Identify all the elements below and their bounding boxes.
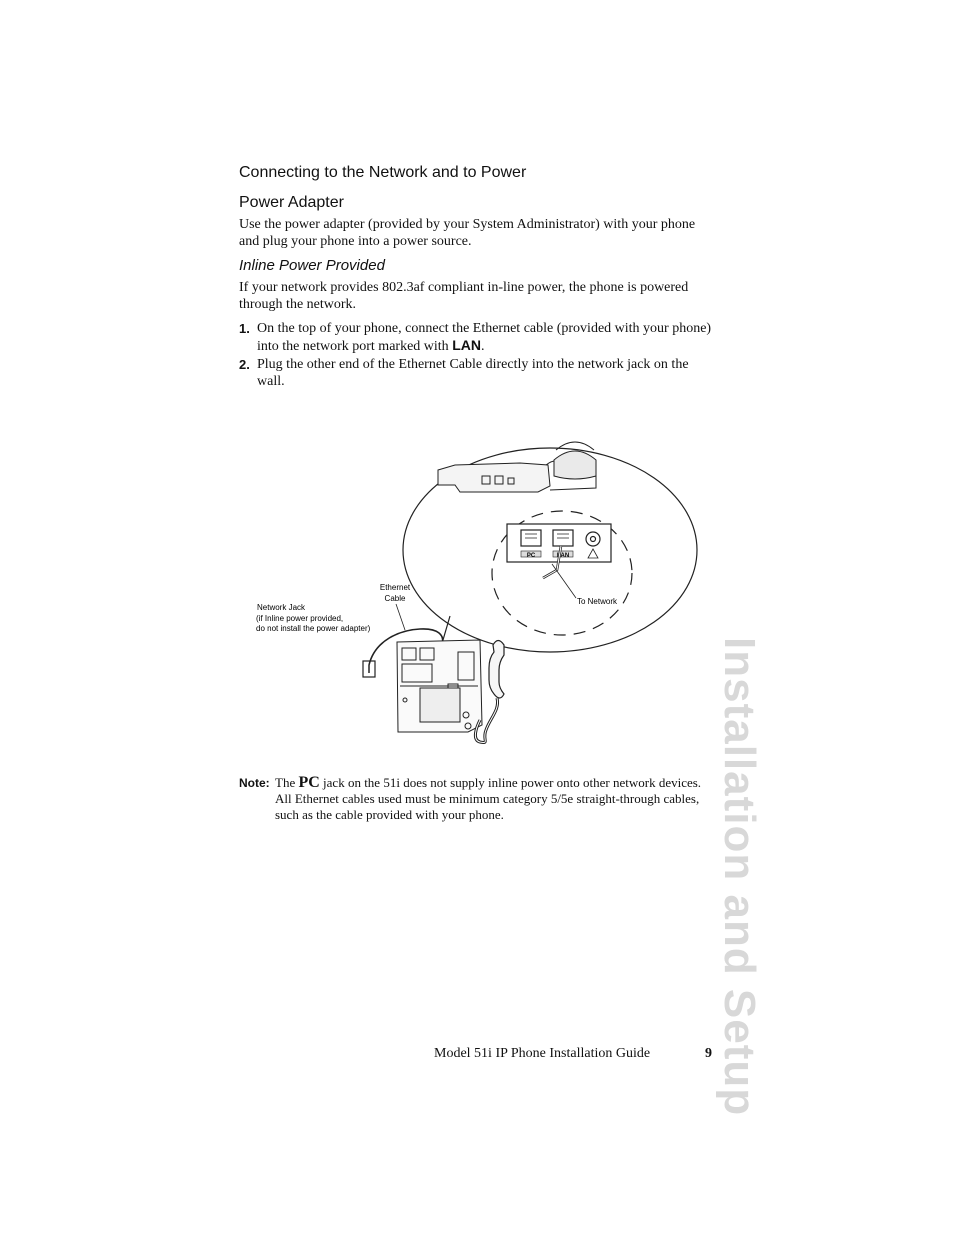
section-heading: Connecting to the Network and to Power [239,164,527,181]
inline-power-heading: Inline Power Provided [239,257,385,274]
port-lan-label: LAN [556,553,570,559]
to-network-leader [552,564,576,598]
handset [489,641,504,699]
phone-rear-view [397,640,482,732]
chapter-side-tab-label: Installation and Setup [715,637,764,1117]
footer-guide-title: Model 51i IP Phone Installation Guide [434,1046,651,1061]
step-text [239,320,717,355]
step-text-part: On the top of your phone, connect the Ethernet cable (provided with your phone) into the network port marked with [257,321,712,354]
page-number: 9 [705,1046,712,1061]
to-network-label: To Network [576,597,618,606]
port-pc-label: PC [526,553,536,559]
note-label: Note: [239,776,270,790]
list-item [239,320,717,355]
list-item [239,356,717,390]
note-block [239,775,709,823]
chapter-side-tab [712,637,770,1117]
inline-power-note-line2: do not install the power adapter) [256,624,371,633]
note-text-start: The [275,775,299,790]
pc-port-mark: PC [298,774,320,791]
power-adapter-paragraph: Use the power adapter (provided by your System Administrator) with your phone and plug your phone into a power source. [239,217,696,249]
step-number: 1. [239,321,250,336]
lan-port-mark: LAN [452,337,481,353]
step-text-end: . [480,339,485,354]
ethernet-cable-label-line2: Cable [384,594,406,603]
network-connection-figure [250,430,710,750]
note-text-rest: jack on the 51i does not supply inline power onto other network devices. All Ethernet cables used must be minimum category 5/5e straight-through cables, such as the cable provided with your phone. [275,775,702,822]
ethernet-cable-label-line1: Ethernet [379,583,411,592]
step-text: Plug the other end of the Ethernet Cable directly into the network jack on the wall. [257,357,689,389]
inline-power-paragraph: If your network provides 802.3af compliant in-line power, the phone is powered through the network. [239,280,689,312]
network-jack-label: Network Jack [257,603,306,612]
power-adapter-heading: Power Adapter [239,194,344,211]
step-number: 2. [239,357,250,372]
inline-power-note-line1: (if Inline power provided, [256,614,344,623]
note-text [239,775,709,823]
